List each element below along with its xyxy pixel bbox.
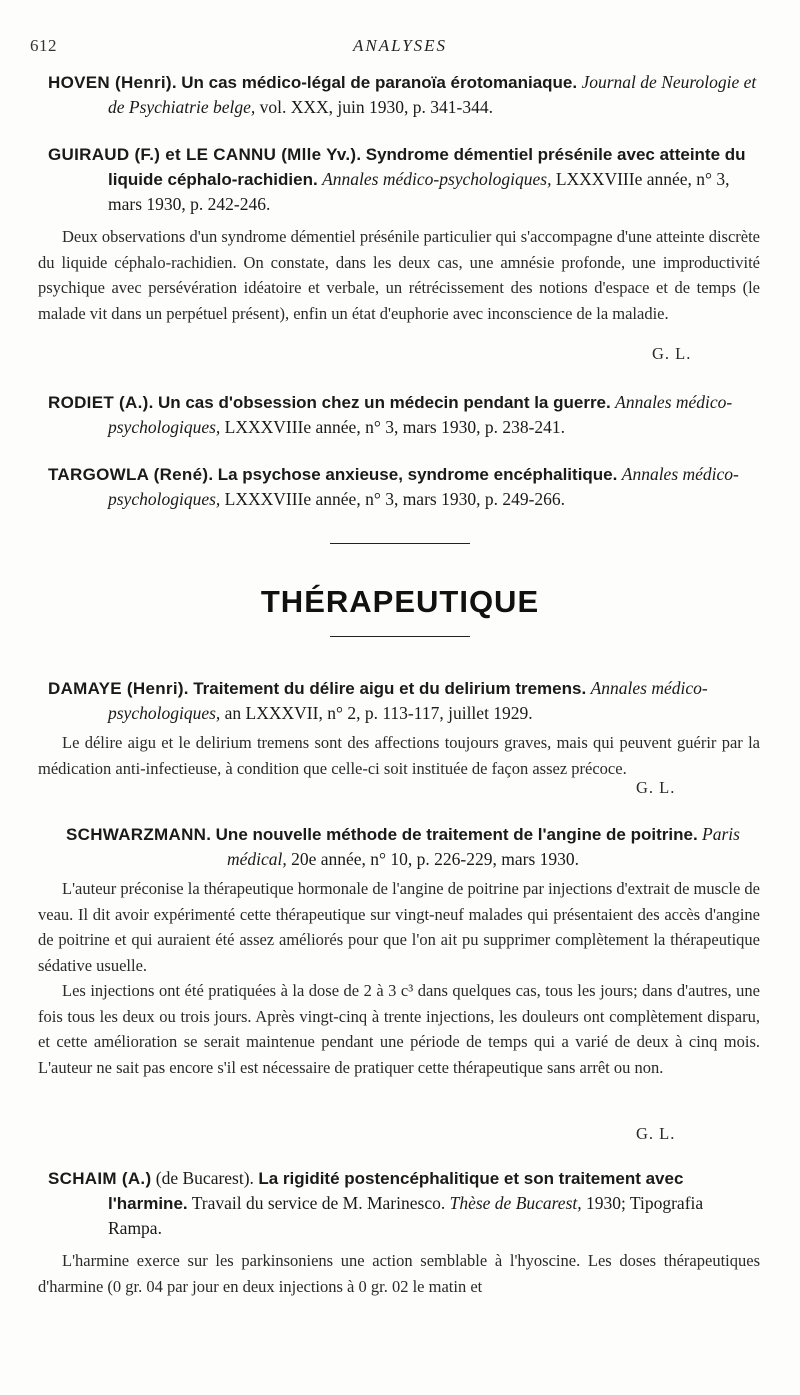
article-title: La psychose anxieuse, syndrome encéphalitique. xyxy=(217,465,618,484)
citation-details: 1930; Tipografia Rampa. xyxy=(108,1193,704,1238)
journal: Annales médico-psychologiques, xyxy=(322,169,552,189)
article-title: Un cas d'obsession chez un médecin pendant la guerre. xyxy=(157,393,611,412)
abstract-damaye xyxy=(38,730,760,781)
article-title: Traitement du délire aigu et du delirium tremens. xyxy=(193,679,587,698)
section-title: THÉRAPEUTIQUE xyxy=(260,584,540,619)
author: DAMAYE (Henri). xyxy=(48,679,189,698)
author-note: (de Bucarest). xyxy=(155,1168,254,1188)
abstract-text: Deux observations d'un syndrome démentiel présénile particulier qui s'accompagne d'une atteinte discrète du liquide céphalo-rachidien. On constate, dans les deux cas, une amnésie profonde, une improductivité psychique avec persévération idéatoire et verbale, un rétrécissement des notions d'espace et de temps (le malade vit dans un perpétuel présent), enfin un état d'euphorie avec inconscience de la maladie. xyxy=(38,227,760,323)
journal: Journal de Neurologie et de Psychiatrie belge, xyxy=(108,72,757,117)
divider-rule xyxy=(330,636,470,637)
author: TARGOWLA (René). xyxy=(48,465,214,484)
article-title: Syndrome démentiel présénile avec atteinte du liquide céphalo-rachidien. xyxy=(108,145,746,189)
author: SCHAIM (A.) xyxy=(48,1169,152,1188)
abstract-schaim xyxy=(38,1248,760,1299)
author: RODIET (A.). xyxy=(48,393,154,412)
journal: Annales médico-psychologiques, xyxy=(108,678,708,723)
page-number: 612 xyxy=(30,36,57,55)
citation xyxy=(48,822,758,872)
article-title: La rigidité postencéphalitique et son traitement avec l'harmine. xyxy=(108,1169,684,1213)
signature: G. L. xyxy=(636,1124,676,1143)
article-title: Un cas médico-légal de paranoïa érotomaniaque. xyxy=(181,73,578,92)
entry-rodiet xyxy=(48,390,758,440)
citation xyxy=(48,142,758,217)
entry-targowla xyxy=(48,462,758,512)
abstract-guiraud xyxy=(38,224,760,326)
author: GUIRAUD (F.) et LE CANNU (Mlle Yv.). xyxy=(48,145,362,164)
journal: Annales médico-psychologiques, xyxy=(108,392,733,437)
journal: Paris médical, xyxy=(226,824,740,869)
signature: G. L. xyxy=(652,344,692,363)
signature: G. L. xyxy=(636,778,676,797)
article-title: Une nouvelle méthode de traitement de l'angine de poitrine. xyxy=(215,825,698,844)
author: SCHWARZMANN. xyxy=(66,825,212,844)
citation-details: LXXXVIIIe année, n° 3, mars 1930, p. 238-241. xyxy=(224,417,566,437)
journal: Thèse de Bucarest, xyxy=(449,1193,582,1213)
entry-schaim xyxy=(48,1166,758,1241)
entry-hoven xyxy=(48,70,758,120)
citation-details: vol. XXX, juin 1930, p. 341-344. xyxy=(259,97,493,117)
citation-details: LXXXVIIIe année, n° 3, mars 1930, p. 242-246. xyxy=(108,169,730,214)
citation xyxy=(48,462,758,512)
citation-details: LXXXVIIIe année, n° 3, mars 1930, p. 249-266. xyxy=(224,489,566,509)
abstract-text: L'auteur préconise la thérapeutique hormonale de l'angine de poitrine par injections d'extrait de muscle de veau. Il dit avoir expérimenté cette thérapeutique sur vingt-neuf malades qui présentaient des accès d'angine de poitrine et qui auraient été assez améliorés pour que l'on ait pu supprimer complètement la thérapeutique sédative usuelle. xyxy=(38,879,760,975)
citation-details: 20e année, n° 10, p. 226-229, mars 1930. xyxy=(291,849,580,869)
abstract-text: Le délire aigu et le delirium tremens sont des affections toujours graves, mais qui peuvent guérir par la médication anti-infectieuse, à condition que celle-ci soit instituée de façon assez précoce. xyxy=(38,733,760,778)
abstract-text: L'harmine exerce sur les parkinsoniens une action semblable à l'hyoscine. Les doses thérapeutiques d'harmine (0 gr. 04 par jour en deux injections à 0 gr. 02 le matin et xyxy=(38,1251,760,1296)
divider-rule xyxy=(330,543,470,544)
citation xyxy=(48,390,758,440)
journal: Annales médico-psychologiques, xyxy=(108,464,739,509)
citation-details: an LXXXVII, n° 2, p. 113-117, juillet 1929. xyxy=(224,703,533,723)
citation xyxy=(48,70,758,120)
author: HOVEN (Henri). xyxy=(48,73,177,92)
citation xyxy=(48,1166,758,1241)
abstract-text: Les injections ont été pratiquées à la dose de 2 à 3 c³ dans quelques cas, tous les jours; dans d'autres, une fois tous les deux ou trois jours. Après vingt-cinq à trente injections, les douleurs ont complètement disparu, et cette amélioration se serait maintenue pendant une période de temps qui a varié de deux à cinq mois. L'auteur ne sait pas encore s'il est nécessaire de pratiquer cette thérapeutique sans arrêt ou non. xyxy=(38,981,760,1077)
abstract-schwarzmann xyxy=(38,876,760,1080)
citation-details: Travail du service de M. Marinesco. xyxy=(191,1193,446,1213)
running-title: ANALYSES xyxy=(352,36,448,55)
citation xyxy=(48,676,758,726)
entry-schwarzmann xyxy=(48,822,758,872)
entry-guiraud xyxy=(48,142,758,217)
entry-damaye xyxy=(48,676,758,726)
